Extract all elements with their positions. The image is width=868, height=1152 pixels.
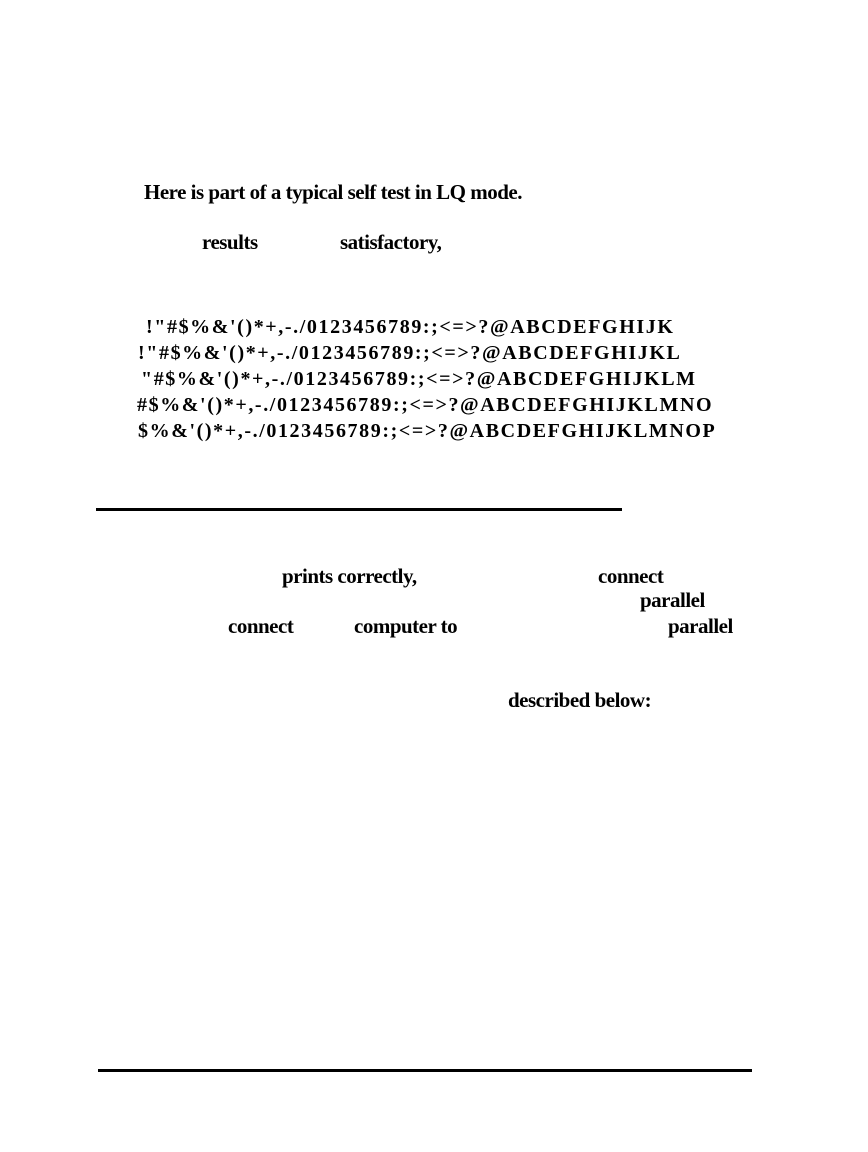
self-test-line: !"#$%&'()*+,-./0123456789:;<=>?@ABCDEFGHIJKL	[138, 342, 682, 364]
self-test-sample	[130, 316, 778, 446]
word-computer-to: computer to	[354, 614, 458, 638]
word-described-below: described below:	[508, 688, 652, 712]
word-connect: connect	[598, 564, 664, 588]
word-parallel: parallel	[640, 588, 705, 612]
self-test-line: #$%&'()*+,-./0123456789:;<=>?@ABCDEFGHIJKLMNO	[137, 394, 714, 416]
self-test-line: $%&'()*+,-./0123456789:;<=>?@ABCDEFGHIJKLMNOP	[138, 420, 717, 442]
word-parallel: parallel	[668, 614, 733, 638]
self-test-line: "#$%&'()*+,-./0123456789:;<=>?@ABCDEFGHIJKLM	[141, 368, 697, 390]
intro-text: Here is part of a typical self test in LQ mode.	[144, 180, 522, 204]
word-prints-correctly: prints correctly,	[282, 564, 417, 588]
footer-divider	[98, 1069, 752, 1072]
word-connect: connect	[228, 614, 294, 638]
self-test-line: !"#$%&'()*+,-./0123456789:;<=>?@ABCDEFGHIJK	[146, 316, 675, 338]
section-divider	[96, 508, 622, 511]
word-satisfactory: satisfactory,	[340, 230, 442, 254]
word-results: results	[202, 230, 258, 254]
